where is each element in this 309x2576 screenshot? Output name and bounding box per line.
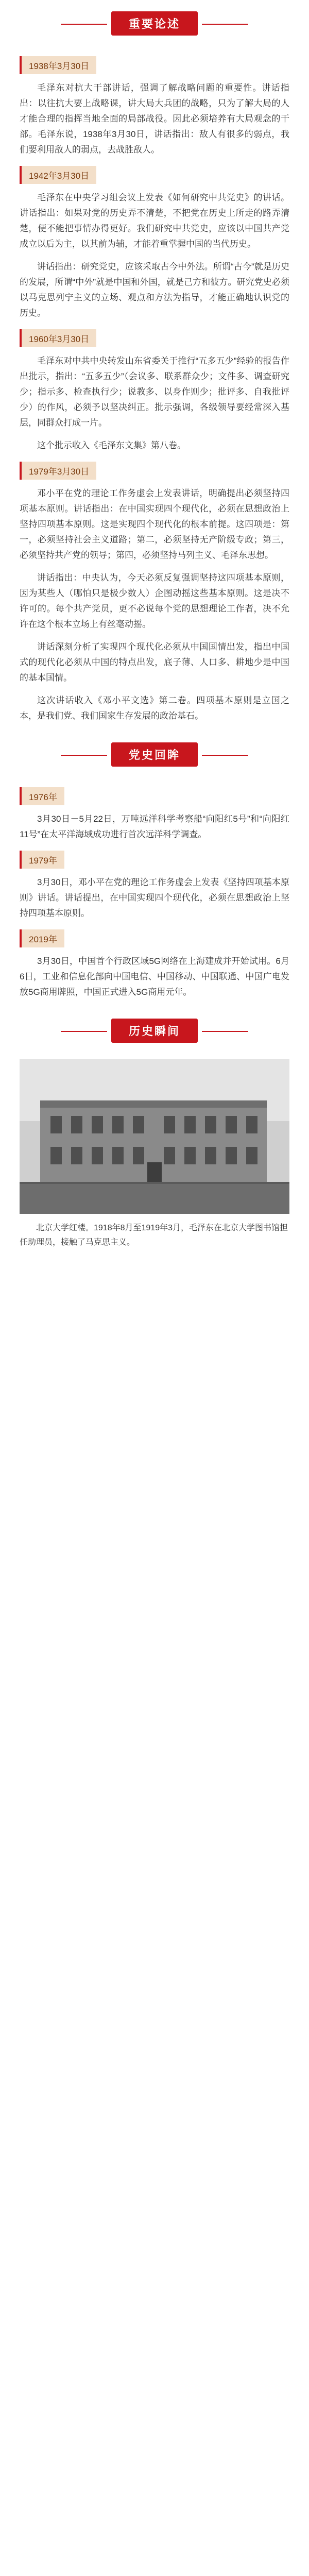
body-paragraph: 毛泽东对抗大干部讲话，强调了解战略问题的重要性。讲话指出：以往抗大要上战略课，讲大局大兵团的战略，只为了解大局的人才能合理的指挥当地全面的局部战役。因此必须培养有大局观念的干部。毛泽东说，1938年3月30日，讲话指出：敌人有很多的弱点，我们要利用敌人的弱点，去战胜敌人。: [20, 83, 289, 155]
building-illustration: [20, 1059, 289, 1214]
body-paragraph: 讲话指出：中央认为，今天必须反复强调坚持这四项基本原则，因为某些人（哪怕只是极少数人）企图动摇这些基本原则。这是决不许可的。每个共产党员，更不必说每个党的思想理论工作者，决不允许在这个根本立场上有丝毫动摇。: [20, 573, 289, 629]
date-row: [20, 329, 289, 347]
body-paragraph: 讲话指出：研究党史，应该采取古今中外法。所谓“古今”就是历史的发展，所谓“中外”就是中国和外国，就是己方和彼方。研究党史必须以马克思列宁主义的立场、观点和方法为指导，才能正确地认识党的历史。: [20, 262, 289, 318]
date-row: [20, 929, 289, 947]
date-tag: 1979年: [20, 851, 64, 869]
body-paragraph: 毛泽东在中央学习组会议上发表《如何研究中共党史》的讲话。讲话指出：如果对党的历史弄不清楚，不把党在历史上所走的路弄清楚，便不能把事情办得更好。我们研究中共党史，应该以中国共产党成立以后为主，以其前为辅，才能着重掌握中国的当代历史。: [20, 193, 289, 249]
section-title: 重要论述: [111, 11, 198, 36]
body-paragraph: 3月30日，邓小平在党的理论工作务虚会上发表《坚持四项基本原则》讲话。讲话提出，在中国实现四个现代化，必须在思想政治上坚持四项基本原则。: [20, 877, 289, 918]
body-paragraph: 这个批示收入《毛泽东文集》第八卷。: [37, 440, 186, 450]
date-tag: 1938年3月30日: [20, 56, 96, 74]
photo-caption: 北京大学红楼。1918年8月至1919年3月，毛泽东在北京大学图书馆担任助理员，接触了马克思主义。: [20, 1224, 288, 1247]
body-paragraph: 邓小平在党的理论工作务虚会上发表讲话，明确提出必须坚持四项基本原则。讲话指出：在中国实现四个现代化，必须在思想政治上坚持四项基本原则。这是实现四个现代化的根本前提。这四项是：第一，必须坚持社会主义道路；第二，必须坚持无产阶级专政；第三，必须坚持共产党的领导；第四，必须坚持马列主义、毛泽东思想。: [20, 488, 289, 560]
section-title: 党史回眸: [111, 742, 198, 767]
section-title: 历史瞬间: [111, 1019, 198, 1043]
body-paragraph: 3月30日，中国首个行政区域5G网络在上海建成并开始试用。6月6日，工业和信息化部向中国电信、中国移动、中国联通、中国广电发放5G商用牌照，中国正式进入5G商用元年。: [20, 956, 289, 997]
important-statements-section: [0, 56, 309, 724]
body-paragraph: 这次讲话收入《邓小平文选》第二卷。四项基本原则是立国之本，是我们党、我们国家生存发展的政治基石。: [20, 696, 289, 721]
party-history-section: [0, 787, 309, 1000]
date-row: [20, 851, 289, 869]
historic-photo: [20, 1059, 289, 1214]
body-paragraph: 毛泽东对中共中央转发山东省委关于推行“五多五少”经验的报告作出批示，指出：“五多五少”（会议多、联系群众少；文件多、调查研究少；指示多、检查执行少；说教多、以身作则少；批评多、自我批评少）的作风，必须予以坚决纠正。批示强调，各级领导要经常深入基层，同群众打成一片。: [20, 356, 289, 428]
date-tag: 1942年3月30日: [20, 166, 96, 184]
date-row: [20, 462, 289, 480]
section-header-moment: [0, 1007, 309, 1055]
historic-moment-section: [0, 1059, 309, 1250]
date-tag: 1979年3月30日: [20, 462, 96, 480]
date-row: [20, 166, 289, 184]
date-row: [20, 56, 289, 74]
section-header-history: [0, 731, 309, 779]
date-row: [20, 787, 289, 805]
body-paragraph: 3月30日－5月22日，万吨远洋科学考察船“向阳红5号”和“向阳红11号”在太平洋海域成功进行首次远洋科学调查。: [20, 814, 289, 839]
page: [0, 0, 309, 1274]
date-tag: 1960年3月30日: [20, 329, 96, 347]
date-tag: 2019年: [20, 929, 64, 947]
body-paragraph: 讲话深刻分析了实现四个现代化必须从中国国情出发，指出中国式的现代化必须从中国的特点出发，底子薄、人口多、耕地少是中国的基本国情。: [20, 642, 289, 683]
section-header-important: [0, 0, 309, 48]
date-tag: 1976年: [20, 787, 64, 805]
